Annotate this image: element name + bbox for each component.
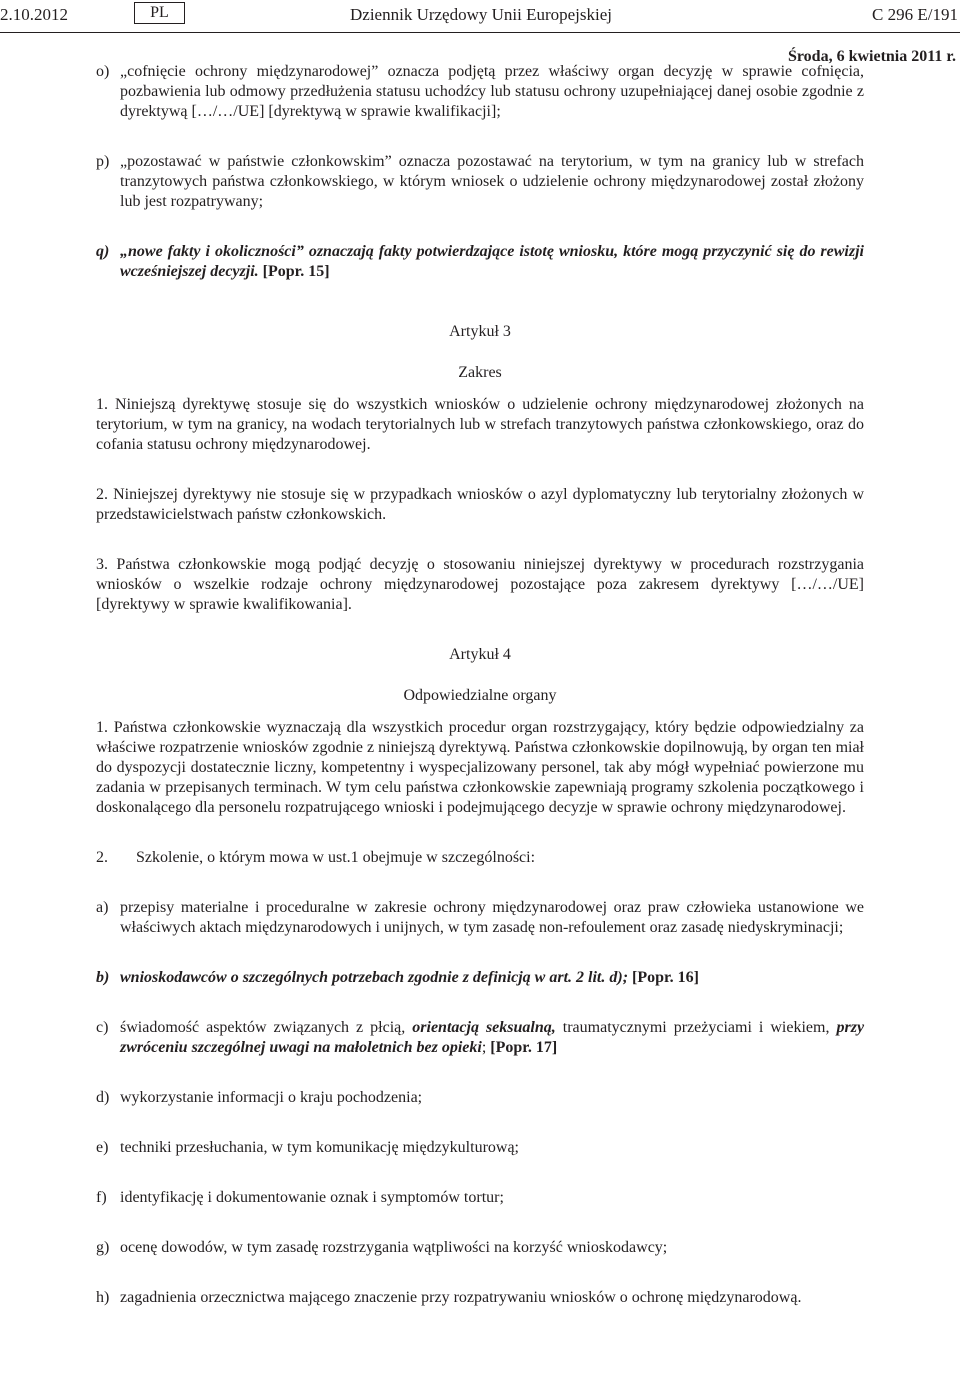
item-label: g) <box>96 1239 110 1256</box>
paragraph-number: 2. <box>96 849 108 866</box>
sitting-date: Środa, 6 kwietnia 2011 r. <box>787 48 956 65</box>
article-3-paragraph-2: 2. Niniejszej dyrektywy nie stosuje się w przypadkach wniosków o azyl dyplomatyczny lub terytorialny złożonych w przedstawicielstwach państw członkowskich. <box>96 486 864 523</box>
item-label: a) <box>96 899 109 916</box>
training-item-c <box>96 1018 864 1058</box>
document-body <box>96 62 864 1308</box>
item-text-part: traumatycznymi przeżyciami i wiekiem, <box>562 1019 830 1036</box>
item-text: identyfikację i dokumentowanie oznak i symptomów tortur; <box>120 1189 504 1206</box>
item-text: techniki przesłuchania, w tym komunikację międzykulturową; <box>120 1139 519 1156</box>
article-3-heading: Artykuł 3 <box>449 323 511 340</box>
article-3-title: Zakres <box>458 364 502 381</box>
article-4-title: Odpowiedzialne organy <box>403 687 557 704</box>
item-text-part: ; <box>481 1039 487 1056</box>
item-text: przepisy materialne i proceduralne w zakresie ochrony międzynarodowej oraz praw człowieka ustanowione we właściwych aktach międzynarodowych i unijnych, w tym zasadę non-refoulement oraz zasadę niedyskryminacji; <box>120 899 864 936</box>
item-text-part: świadomość aspektów związanych z płcią, <box>120 1019 406 1036</box>
page-header <box>0 2 960 33</box>
item-text-amended: orientacją seksualną, <box>412 1019 556 1036</box>
item-text: wykorzystanie informacji o kraju pochodzenia; <box>120 1089 423 1106</box>
training-item-f <box>96 1188 864 1208</box>
amendment-ref: [Popr. 17] <box>490 1039 558 1056</box>
item-label: c) <box>96 1019 109 1036</box>
training-item-a <box>96 898 864 938</box>
item-label: f) <box>96 1189 107 1206</box>
paragraph-text: Szkolenie, o którym mowa w ust.1 obejmuje w szczególności: <box>136 849 536 866</box>
item-text: wnioskodawców o szczególnych potrzebach zgodnie z definicją w art. 2 lit. d); <box>120 969 629 986</box>
article-4-paragraph-2 <box>96 848 864 868</box>
item-label: e) <box>96 1139 109 1156</box>
journal-title: Dziennik Urzędowy Unii Europejskiej <box>350 5 613 24</box>
training-item-e <box>96 1138 864 1158</box>
definition-p <box>96 152 864 212</box>
definition-label: p) <box>96 153 110 170</box>
definition-label: q) <box>96 243 110 260</box>
definition-label: o) <box>96 63 110 80</box>
definition-text: „pozostawać w państwie członkowskim” oznacza pozostawać na terytorium, w tym na granicy lub w strefach tranzytowych państwa członkowskiego, w którym wniosek o udzielenie ochrony międzynarodowej został złożony lub jest rozpatrywany; <box>120 153 864 210</box>
article-3-paragraph-1: 1. Niniejszą dyrektywę stosuje się do wszystkich wniosków o udzielenie ochrony międzynarodowej złożonych na terytorium, w tym na granicy, na wodach terytorialnych lub w strefach tranzytowych państwa członkowskiego, oraz do cofania statusu ochrony międzynarodowej. <box>96 396 864 453</box>
definition-o <box>96 62 864 122</box>
page-reference: C 296 E/191 <box>872 5 958 24</box>
definition-text: „cofnięcie ochrony międzynarodowej” oznacza podjętą przez właściwy organ decyzję w sprawie cofnięcia, pozbawienia lub odmowy przedłużenia statusu uchodźcy lub statusu ochrony uzupełniającej danej osobie zgodnie z dyrektywą […/…/UE] [dyrektywą w sprawie kwalifikacji]; <box>120 63 864 120</box>
amendment-ref: [Popr. 16] <box>632 969 699 986</box>
item-text-amended: przy zwróceniu szczególnej uwagi na małoletnich bez opieki <box>120 1019 865 1056</box>
item-label: d) <box>96 1089 110 1106</box>
item-label: h) <box>96 1289 110 1306</box>
item-text: ocenę dowodów, w tym zasadę rozstrzygania wątpliwości na korzyść wnioskodawcy; <box>120 1239 668 1256</box>
article-3-paragraph-3: 3. Państwa członkowskie mogą podjąć decyzję o stosowaniu niniejszej dyrektywy w procedurach rozstrzygania wniosków o wszelkie rodzaje ochrony międzynarodowej pozostające poza zakresem dyrektywy […/…/UE] [dyrektywy w sprawie kwalifikowania]. <box>96 556 864 613</box>
article-4-paragraph-1: 1. Państwa członkowskie wyznaczają dla wszystkich procedur organ rozstrzygający, który będzie odpowiedzialny za właściwe rozpatrzenie wniosków zgodnie z niniejszą dyrektywą. Państwa członkowskie dopilnowują, by organ ten miał do dyspozycji dostatecznie liczny, kompetentny i wyspecjalizowany personel, tak aby mógł wypełniać powierzone mu zadania w przepisanych terminach. W tym celu państwa członkowskie zapewniają programy szkolenia początkowego i doskonalącego dla personelu rozpatrującego wnioski i podejmującego decyzje w sprawie ochrony międzynarodowej. <box>96 719 864 816</box>
training-item-d <box>96 1088 864 1108</box>
definition-text: „nowe fakty i okoliczności” oznaczają fakty potwierdzające istotę wniosku, które mogą przyczynić się do rewizji wcześniejszej decyzji. <box>120 243 864 280</box>
article-4-heading: Artykuł 4 <box>449 646 511 663</box>
item-text: zagadnienia orzecznictwa mającego znaczenie przy rozpatrywaniu wniosków o ochronę międzynarodową. <box>120 1289 802 1306</box>
publication-date: 2.10.2012 <box>0 5 68 24</box>
training-item-b <box>96 968 864 988</box>
training-item-h <box>96 1288 864 1308</box>
item-label: b) <box>96 969 110 986</box>
definition-q <box>96 242 864 282</box>
amendment-ref: [Popr. 15] <box>262 263 330 280</box>
training-item-g <box>96 1238 864 1258</box>
language-badge: PL <box>134 2 185 24</box>
